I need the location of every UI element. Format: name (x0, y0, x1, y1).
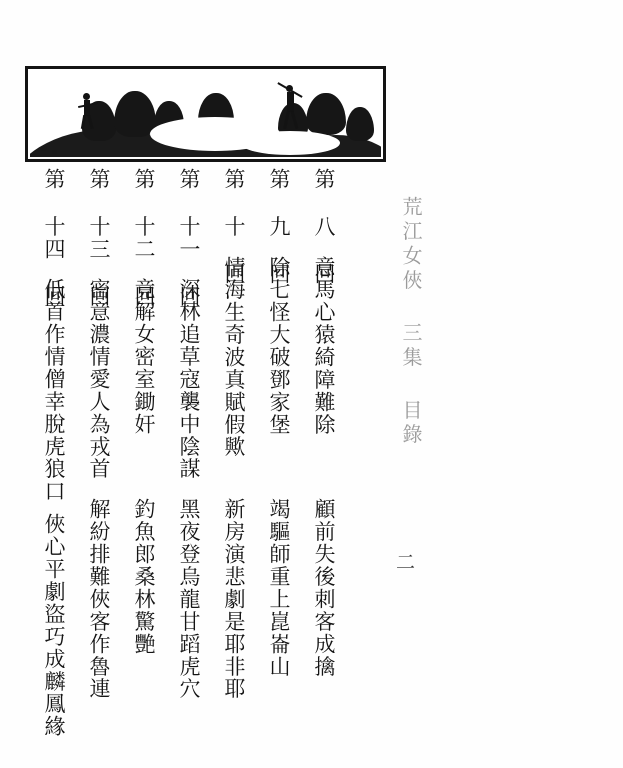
tree-icon (306, 93, 346, 135)
toc-entry-title: 竟解女密室鋤奸 (132, 278, 156, 436)
toc-entry-number: 第 十三 回 (87, 168, 111, 308)
book-title: 荒江女俠 三集 目錄 (399, 196, 423, 448)
toc-entry-number: 第 十四 回 (42, 168, 66, 308)
toc-entry-number: 第 十一 回 (177, 168, 201, 308)
toc-entry-subtitle: 竭驅師重上崑崙山 (267, 498, 291, 678)
toc-entry-number: 第 八 回 (312, 168, 336, 286)
figure-left-icon (78, 93, 100, 137)
toc-entry-title: 情海生奇波真賦假歟 (222, 256, 246, 459)
illustration-canvas (30, 71, 381, 157)
toc-entry-subtitle: 黑夜登烏龍甘蹈虎穴 (177, 498, 201, 701)
toc-entry-number: 第 九 回 (267, 168, 291, 286)
rock-shape (40, 146, 47, 151)
toc-entry-title: 密意濃情愛人為戎首 (87, 278, 111, 481)
rock-shape (52, 150, 57, 154)
toc-entry-subtitle: 釣魚郎桑林驚艷 (132, 498, 156, 656)
toc-entry-subtitle: 新房演悲劇是耶非耶 (222, 498, 246, 701)
toc-entry-subtitle: 俠心平劇盜巧成麟鳳緣 (42, 513, 66, 738)
toc-entry-title: 深林追草寇襲中陰謀 (177, 278, 201, 481)
toc-entry-title: 低首作情僧幸脫虎狼口 (42, 278, 66, 503)
toc-entry-title: 除七怪大破鄧家堡 (267, 256, 291, 436)
tree-icon (114, 91, 156, 137)
toc-entry-number: 第 十二 回 (132, 168, 156, 308)
toc-entry-title: 意馬心猿綺障難除 (312, 256, 336, 436)
toc-entry-subtitle: 解紛排難俠客作魯連 (87, 498, 111, 701)
woodblock-illustration (25, 66, 386, 162)
figure-right-icon (278, 85, 304, 137)
toc-entry-number: 第 十 回 (222, 168, 246, 286)
page-number: 二 (393, 552, 415, 571)
tree-icon (346, 107, 374, 141)
toc-entry-subtitle: 顧前失後刺客成擒 (312, 498, 336, 678)
